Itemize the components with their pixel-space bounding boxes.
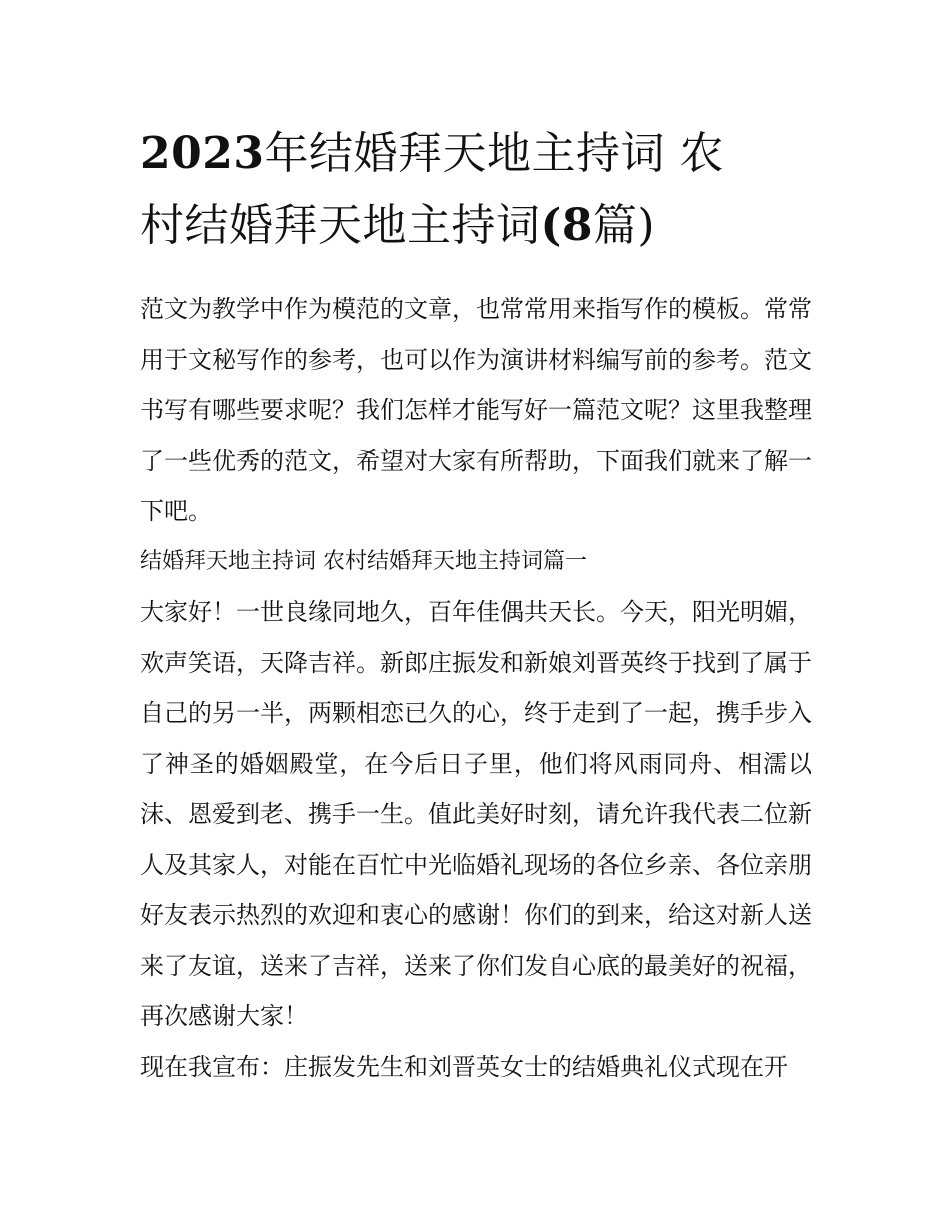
document-page <box>140 118 812 1092</box>
section-paragraph-1: 大家好！一世良缘同地久，百年佳偶共天长。今天，阳光明媚，欢声笑语，天降吉祥。新郎庄振发和新娘刘晋英终于找到了属于自己的另一半，两颗相恋已久的心，终于走到了一起，携手步入了神圣的婚姻殿堂，在今后日子里，他们将风雨同舟、相濡以沫、恩爱到老、携手一生。值此美好时刻，请允许我代表二位新人及其家人，对能在百忙中光临婚礼现场的各位乡亲、各位亲朋好友表示热烈的欢迎和衷心的感谢！你们的到来，给这对新人送来了友谊，送来了吉祥，送来了你们发自心底的最美好的祝福，再次感谢大家！ <box>140 598 812 1030</box>
title-line1-text: 年结婚拜天地主持词 农 <box>264 128 724 179</box>
document-body <box>140 284 812 1092</box>
title-count: (8 <box>540 200 593 251</box>
title-line2-suffix: 篇) <box>592 200 656 251</box>
title-line2-text: 村结婚拜天地主持词 <box>140 200 541 251</box>
title-year: 2023 <box>140 128 265 179</box>
intro-paragraph: 范文为教学中作为模范的文章，也常常用来指写作的模板。常常用于文秘写作的参考，也可以作为演讲材料编写前的参考。范文书写有哪些要求呢？我们怎样才能写好一篇范文呢？这里我整理了一些优秀的范文，希望对大家有所帮助，下面我们就来了解一下吧。 <box>140 295 812 525</box>
section-heading: 结婚拜天地主持词 农村结婚拜天地主持词篇一 <box>140 548 587 574</box>
document-title <box>140 118 812 262</box>
section-paragraph-2: 现在我宣布：庄振发先生和刘晋英女士的结婚典礼仪式现在开 <box>140 1052 788 1081</box>
